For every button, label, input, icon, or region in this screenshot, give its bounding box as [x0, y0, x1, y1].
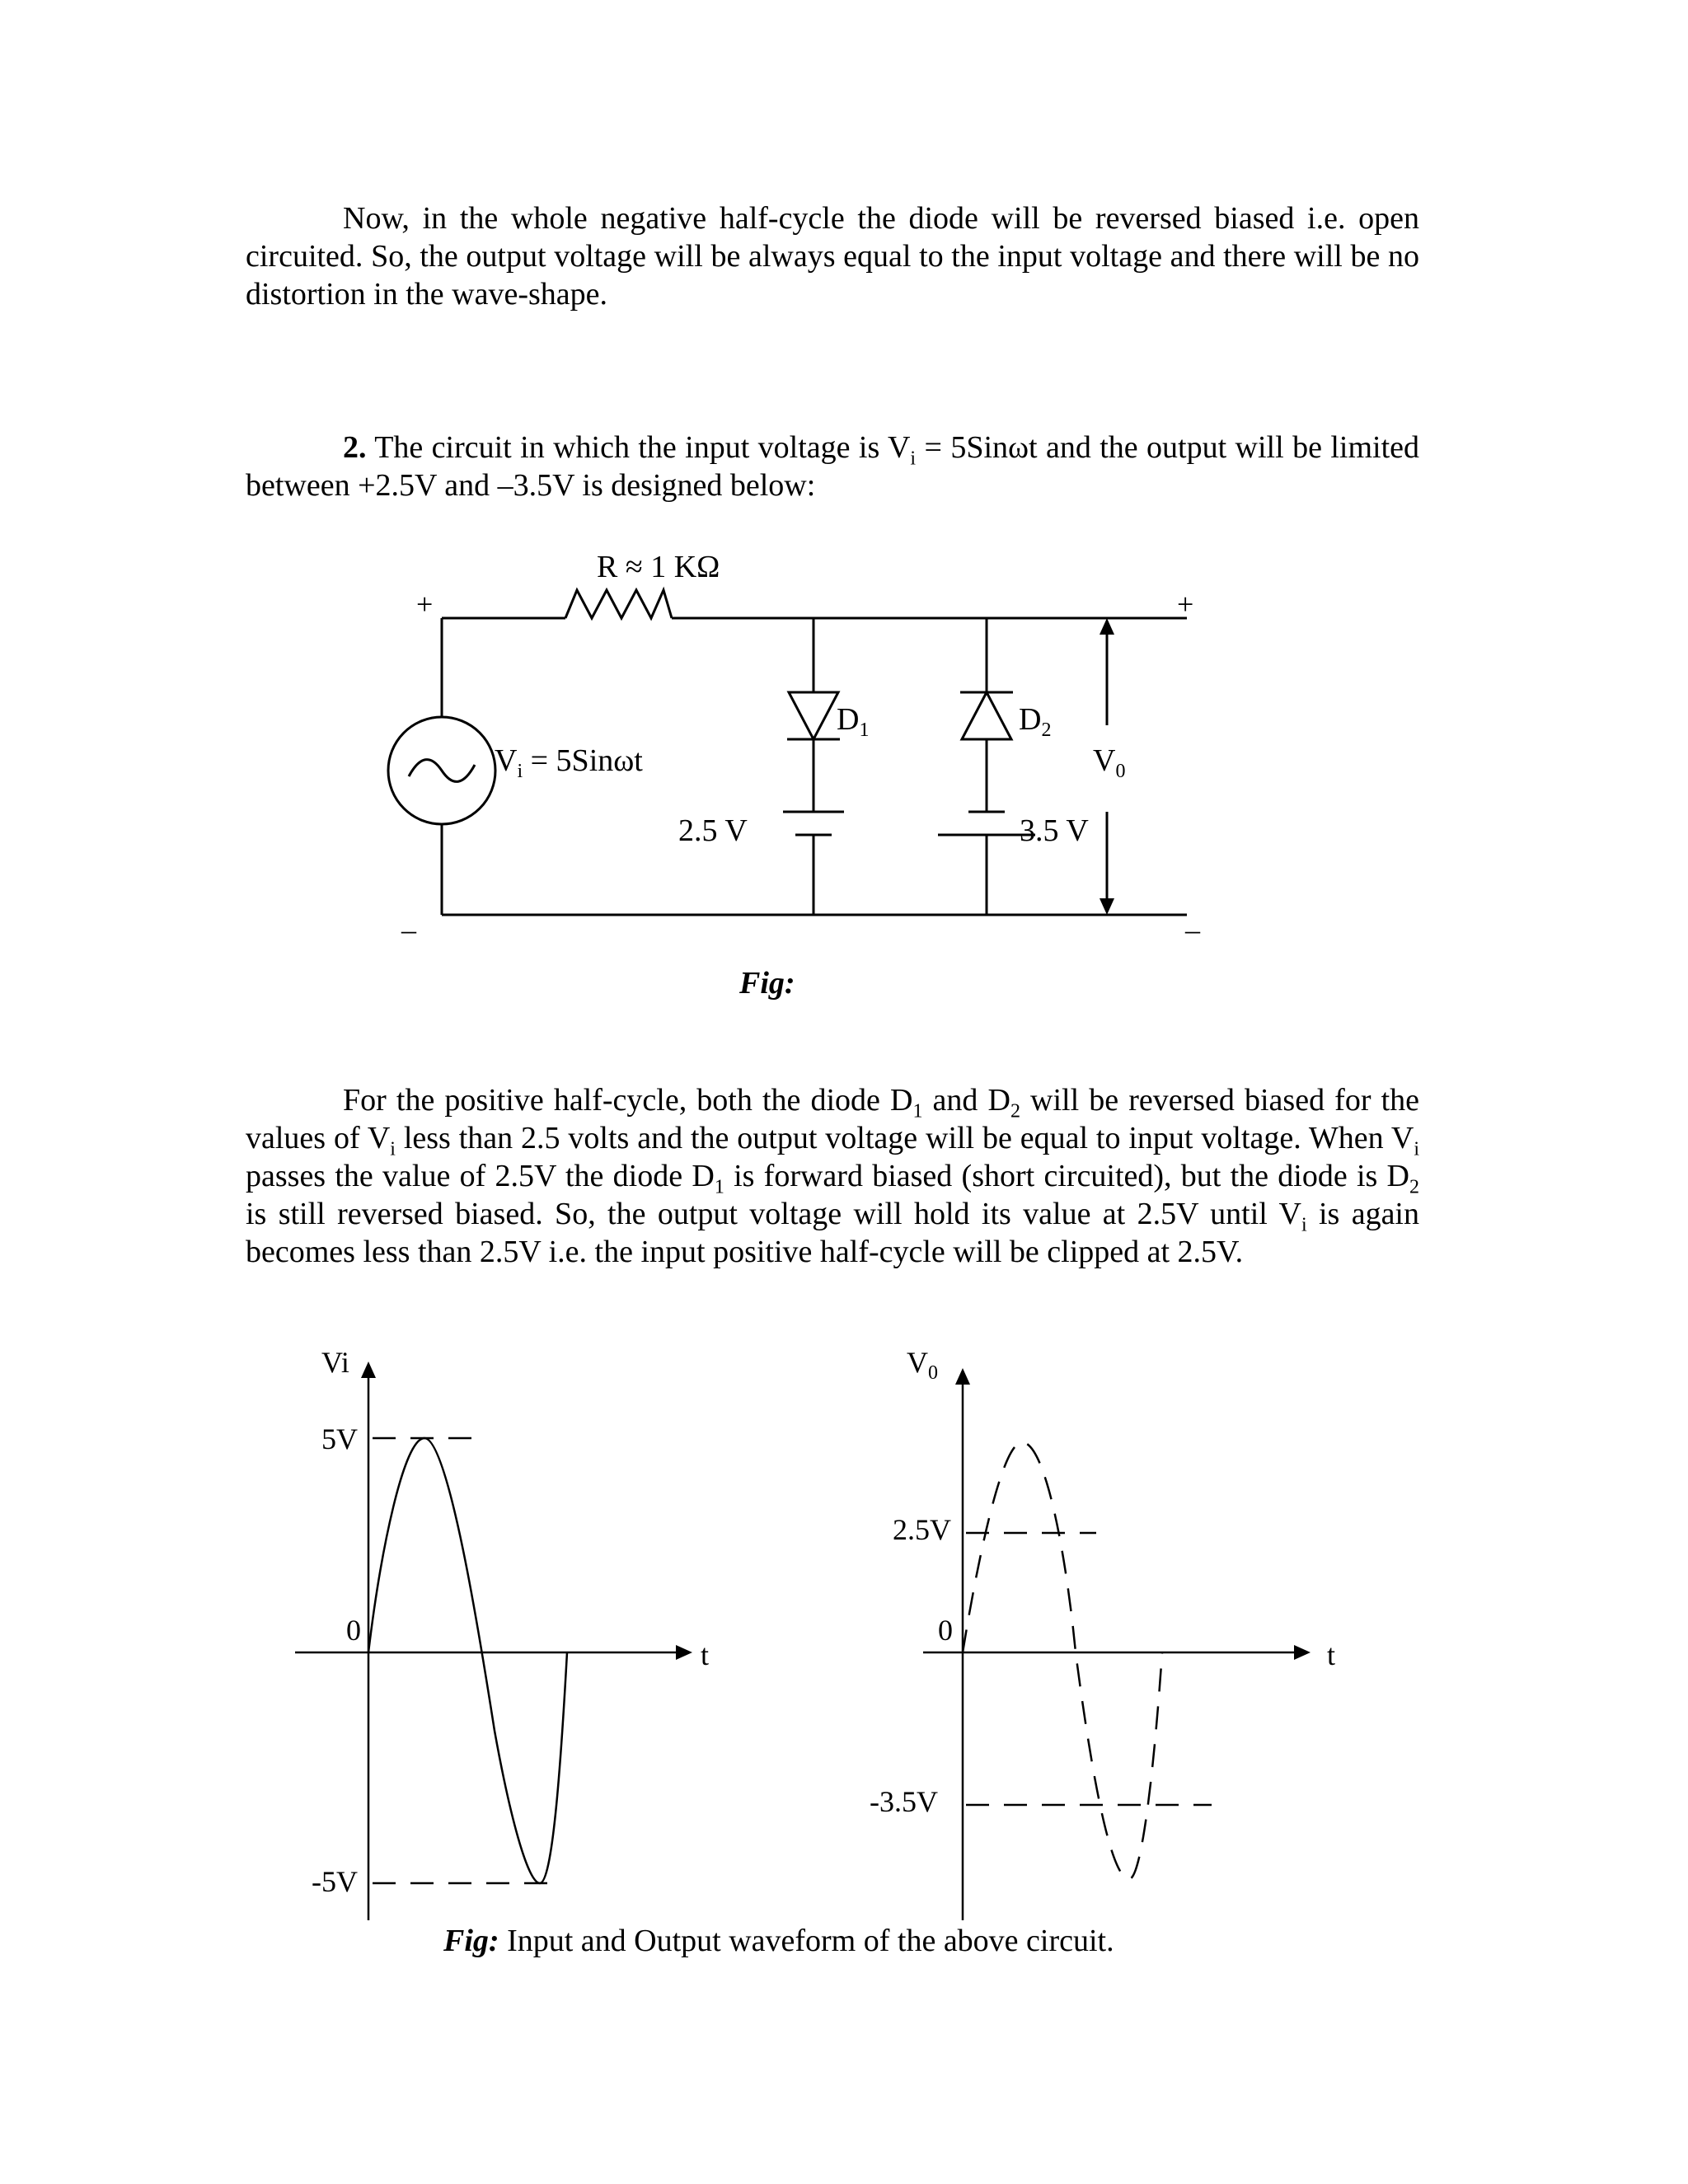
output-waveform-chart [870, 1346, 1335, 1920]
waveform-caption: Fig: Input and Output waveform of the above circuit. [443, 1924, 1114, 1958]
input-x-label: t [701, 1638, 710, 1671]
vo-label: $V_0$ [1093, 743, 1126, 782]
sine-wave-icon [409, 760, 475, 782]
input-zero-label: 0 [346, 1614, 361, 1647]
d2-label: $D_2$ [1019, 702, 1052, 741]
minus-left: – [401, 913, 416, 946]
output-zero-label: 0 [938, 1614, 953, 1647]
battery2-label: 3.5 V [1020, 813, 1089, 848]
input-waveform-chart [295, 1346, 709, 1920]
input-5v-label: 5V [321, 1422, 358, 1455]
output-y-axis-arrow [955, 1368, 970, 1385]
paragraph-positive-half-cycle: For the positive half-cycle, both the diode $D_1$ and $D_2$ will be reversed biased for the values of $V_i$ less than 2.5 volts and the output voltage will be equal to input voltage. When $V_i$ passes the value of 2.5V the diode $D_1$ is forward biased (short circuited), but the diode is $D_2$ is still reversed biased. So, the output voltage will hold its value at 2.5V until $V_i$ is again becomes less than 2.5V i.e. the input positive half-cycle will be clipped at 2.5V. [246, 1083, 1419, 1269]
diode-d2-symbol [962, 692, 1011, 739]
diode-d1-symbol [789, 692, 838, 739]
input-sine-curve [368, 1438, 567, 1883]
output-minus3.5v-label: -3.5V [870, 1785, 938, 1818]
output-y-label: $V_0$ [907, 1346, 938, 1384]
output-x-label: t [1327, 1638, 1336, 1671]
circuit-caption: Fig: [739, 966, 795, 1001]
output-2.5v-label: 2.5V [893, 1513, 951, 1546]
input-y-label: Vi [321, 1346, 349, 1379]
input-x-axis-arrow [676, 1645, 692, 1660]
battery1-label: 2.5 V [678, 813, 748, 848]
plus-right: + [1177, 588, 1194, 621]
output-clipped-sine-curve [963, 1442, 1162, 1879]
clipper-circuit-diagram [388, 550, 1201, 1001]
input-minus5v-label: -5V [312, 1865, 358, 1898]
input-y-axis-arrow [361, 1361, 376, 1378]
plus-left: + [416, 588, 434, 621]
resistor-symbol [565, 590, 672, 618]
source-label: $V_i = 5Sin\omega t$ [495, 743, 643, 782]
d1-label: $D_1$ [837, 702, 870, 741]
minus-right: – [1185, 913, 1200, 946]
output-x-axis-arrow [1294, 1645, 1311, 1660]
vo-arrow-up-head [1100, 618, 1114, 635]
item-number: 2. [343, 430, 367, 465]
vo-arrow-down-head [1100, 898, 1114, 915]
paragraph-negative-half-cycle: Now, in the whole negative half-cycle the diode will be reversed biased i.e. open circuited. So, the output voltage will be always equal to the input voltage and there will be no distortion in the wave-shape. [246, 201, 1419, 312]
item-2-problem-statement: 2. The circuit in which the input voltage is $V_i = 5Sin\omega t$ and the output will be limited between +2.5V and –3.5V is designed below: [246, 430, 1419, 503]
resistor-label: R ≈ 1 KΩ [597, 550, 720, 584]
